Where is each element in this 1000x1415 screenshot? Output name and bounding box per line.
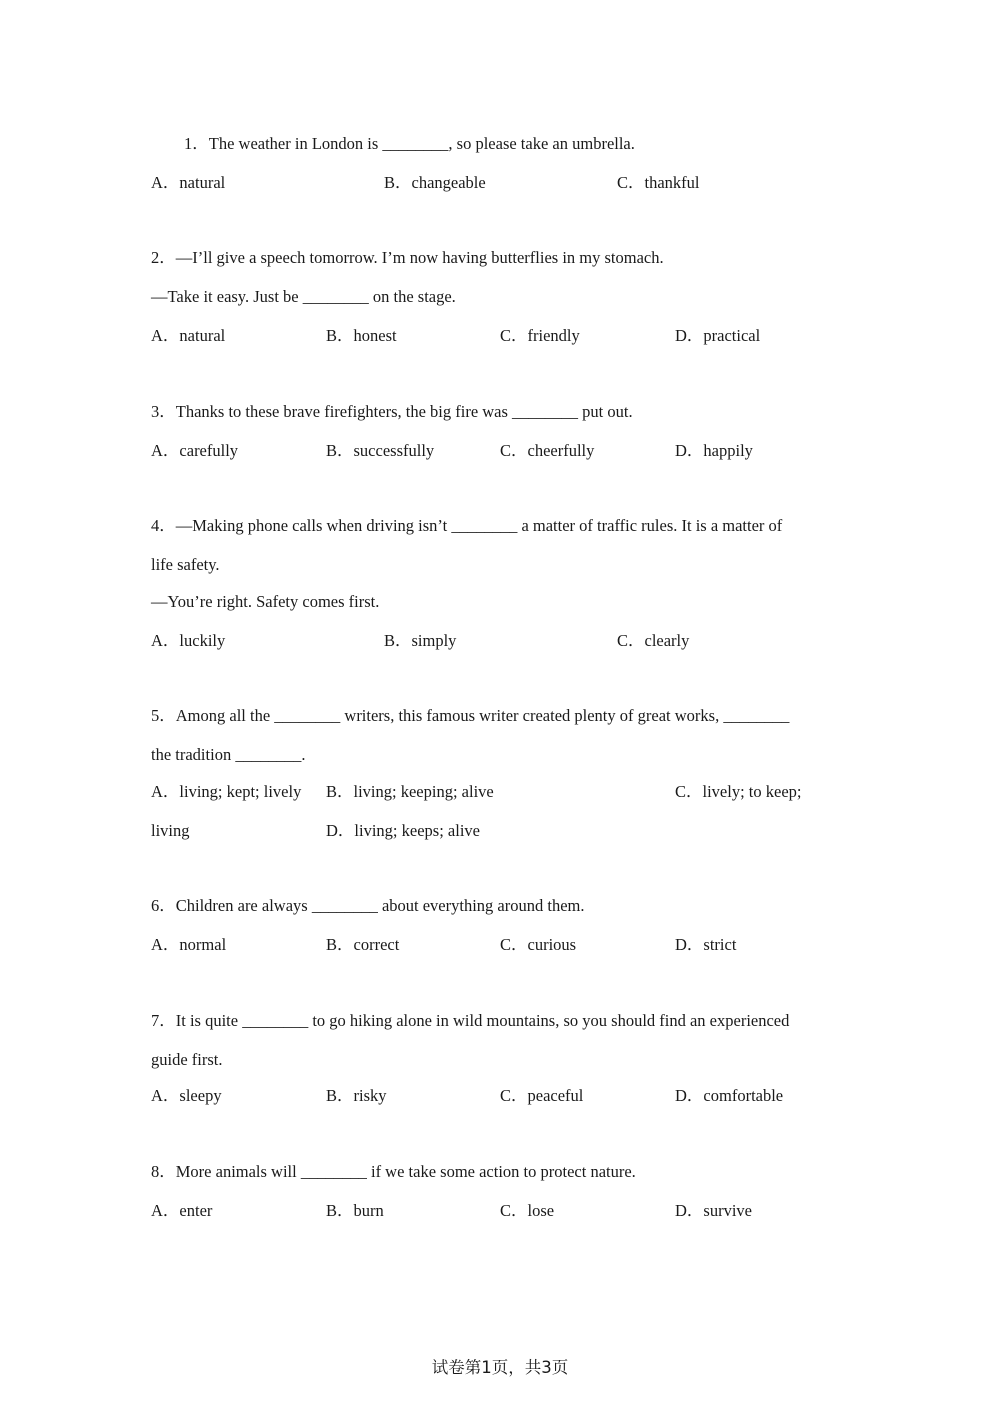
question-4-line-3: —You’re right. Safety comes first. [151,592,380,611]
question-3-option-a: A．carefully [151,441,239,460]
question-8-option-b: B．burn [326,1201,384,1220]
question-3-line-1: 3．Thanks to these brave firefighters, the big fire was ________ put out. [151,402,633,421]
question-5-option-c: C．lively; to keep; [675,782,802,801]
question-2-option-a: A．natural [151,326,226,345]
question-7-option-b: B．risky [326,1086,387,1105]
question-4-option-c: C．clearly [617,631,690,650]
question-8-option-a: A．enter [151,1201,213,1220]
question-4-option-a: A．luckily [151,631,226,650]
question-2-line-2: —Take it easy. Just be ________ on the stage. [151,287,456,306]
question-5-option-b: B．living; keeping; alive [326,782,494,801]
question-3-option-b: B．successfully [326,441,435,460]
question-5-line-2: the tradition ________. [151,745,306,764]
question-6-option-b: B．correct [326,935,400,954]
question-4-line-2: life safety. [151,555,220,574]
question-2-line-1: 2．—I’ll give a speech tomorrow. I’m now having butterflies in my stomach. [151,248,664,267]
question-3-option-c: C．cheerfully [500,441,595,460]
question-1-line-1: 1．The weather in London is ________, so please take an umbrella. [184,134,635,153]
question-8-line-1: 8．More animals will ________ if we take some action to protect nature. [151,1162,636,1181]
question-2-option-b: B．honest [326,326,397,345]
question-7-line-2: guide first. [151,1050,223,1069]
question-1-option-c: C．thankful [617,173,700,192]
question-5-line-1: 5．Among all the ________ writers, this famous writer created plenty of great works, ________ [151,706,790,725]
question-8-option-c: C．lose [500,1201,555,1220]
question-8-option-d: D．survive [675,1201,752,1220]
question-7-option-a: A．sleepy [151,1086,222,1105]
question-1-option-a: A．natural [151,173,226,192]
question-7-option-d: D．comfortable [675,1086,784,1105]
question-7-option-c: C．peaceful [500,1086,584,1105]
question-3-option-d: D．happily [675,441,753,460]
question-6-line-1: 6．Children are always ________ about everything around them. [151,896,585,915]
question-5-option-d: D．living; keeps; alive [326,821,480,840]
question-7-line-1: 7．It is quite ________ to go hiking alone in wild mountains, so you should find an experienced [151,1011,790,1030]
question-6-option-a: A．normal [151,935,227,954]
page-footer: 试卷第1页，共3页 [431,1358,569,1377]
question-6-option-d: D．strict [675,935,737,954]
question-5-option-c-continued: living [151,821,190,840]
question-4-option-b: B．simply [384,631,457,650]
question-6-option-c: C．curious [500,935,577,954]
question-4-line-1: 4．—Making phone calls when driving isn’t ________ a matter of traffic rules. It is a matter of [151,516,783,535]
question-5-option-a: A．living; kept; lively [151,782,302,801]
question-2-option-d: D．practical [675,326,761,345]
question-1-option-b: B．changeable [384,173,486,192]
question-2-option-c: C．friendly [500,326,580,345]
